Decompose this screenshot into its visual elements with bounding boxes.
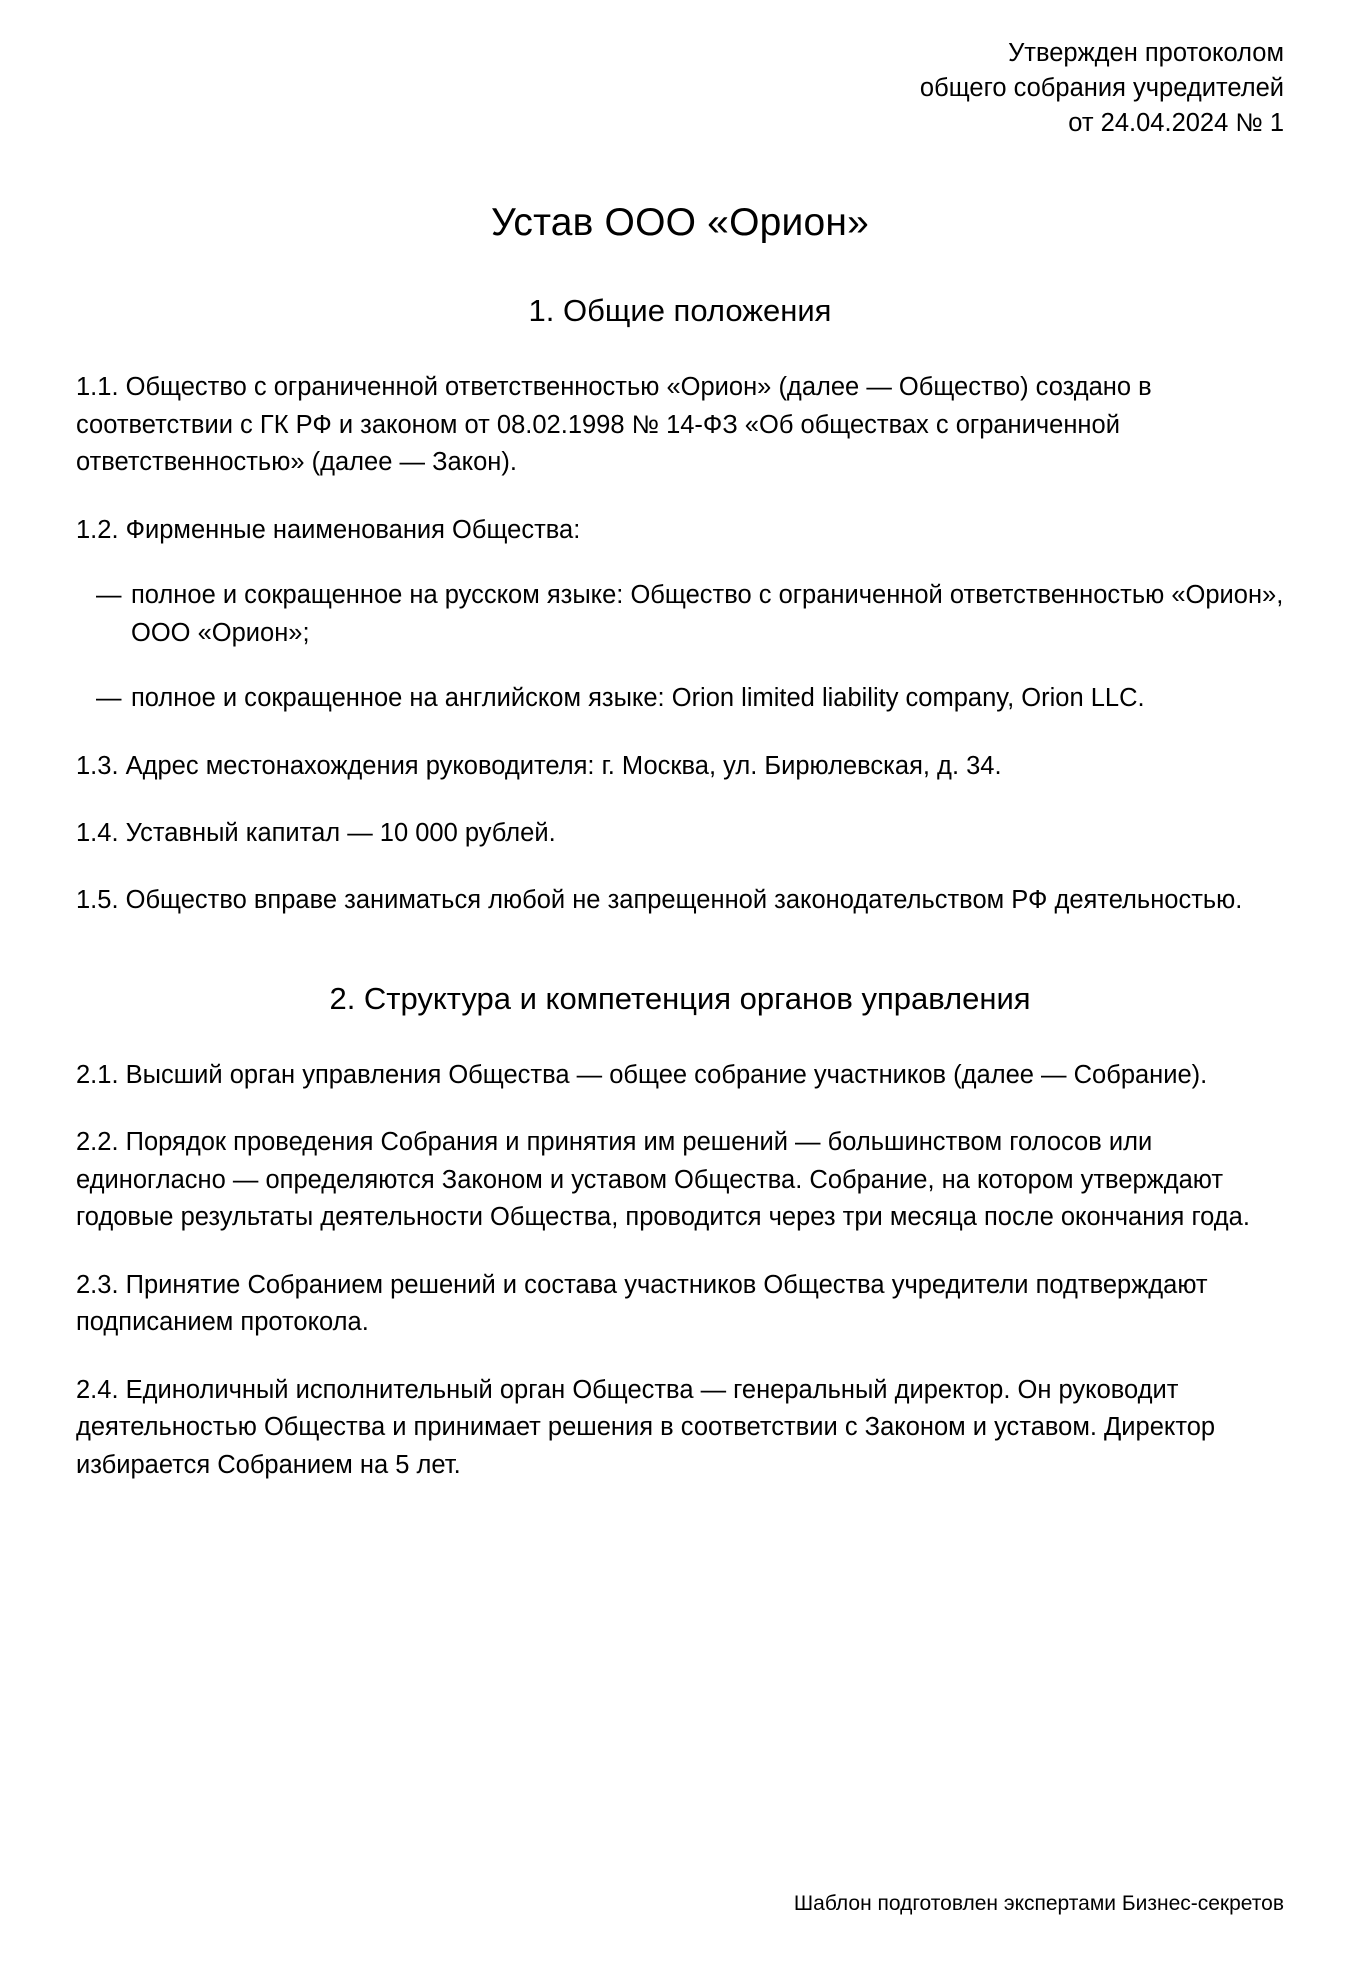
list-item [76,680,1284,717]
paragraph-2-1: 2.1. Высший орган управления Общества — общее собрание участников (далее — Собрание). [76,1060,1208,1089]
approval-line-2: общего собрания учредителей [919,74,1284,103]
section-heading-2: 2. Структура и компетенция органов управления [329,980,1031,1016]
dash-bullet-icon: — [96,581,122,610]
paragraph-1-2: 1.2. Фирменные наименования Общества: [76,515,581,544]
approval-note [76,36,1284,142]
footer-credit: Шаблон подготовлен экспертами Бизнес-секретов [793,1891,1284,1915]
list-item [76,577,1284,652]
list-item-label: полное и сокращенное на английском языке: Orion limited liability company, Orion LLC. [131,684,1145,713]
approval-line-1: Утвержден протоколом [1008,39,1284,67]
page-title: Устав ООО «Орион» [491,200,869,244]
company-names-list [76,577,1284,717]
list-item-label: полное и сокращенное на русском языке: Общество с ограниченной ответственностью «Орион», ООО «Орион»; [131,581,1284,647]
paragraph-2-4: 2.4. Единоличный исполнительный орган Общества — генеральный директор. Он руководит деятельностью Общества и принимает решения в соответствии с Законом и уставом. Директор избирается Собранием на 5 лет. [76,1375,1216,1479]
approval-line-3: от 24.04.2024 № 1 [1068,109,1284,138]
paragraph-2-3: 2.3. Принятие Собранием решений и состава участников Общества учредители подтверждают подписанием протокола. [76,1270,1208,1337]
dash-bullet-icon: — [96,684,122,713]
paragraph-1-4: 1.4. Уставный капитал — 10 000 рублей. [76,818,556,847]
paragraph-1-5: 1.5. Общество вправе заниматься любой не запрещенной законодательством РФ деятельностью. [76,886,1243,915]
paragraph-2-2: 2.2. Порядок проведения Собрания и принятия им решений — большинством голосов или единогласно — определяются Законом и уставом Общества. Собрание, на котором утверждают годовые результаты деятельности Общества, проводится через три месяца после окончания года. [76,1128,1250,1232]
paragraph-1-1: 1.1. Общество с ограниченной ответственностью «Орион» (далее — Общество) создано в соответствии с ГК РФ и законом от 08.02.1998 № 14-ФЗ «Об обществах с ограниченной ответственностью» (далее — Закон). [76,373,1152,477]
section-heading-1: 1. Общие положения [528,293,832,329]
paragraph-1-3: 1.3. Адрес местонахождения руководителя: г. Москва, ул. Бирюлевская, д. 34. [76,751,1002,780]
